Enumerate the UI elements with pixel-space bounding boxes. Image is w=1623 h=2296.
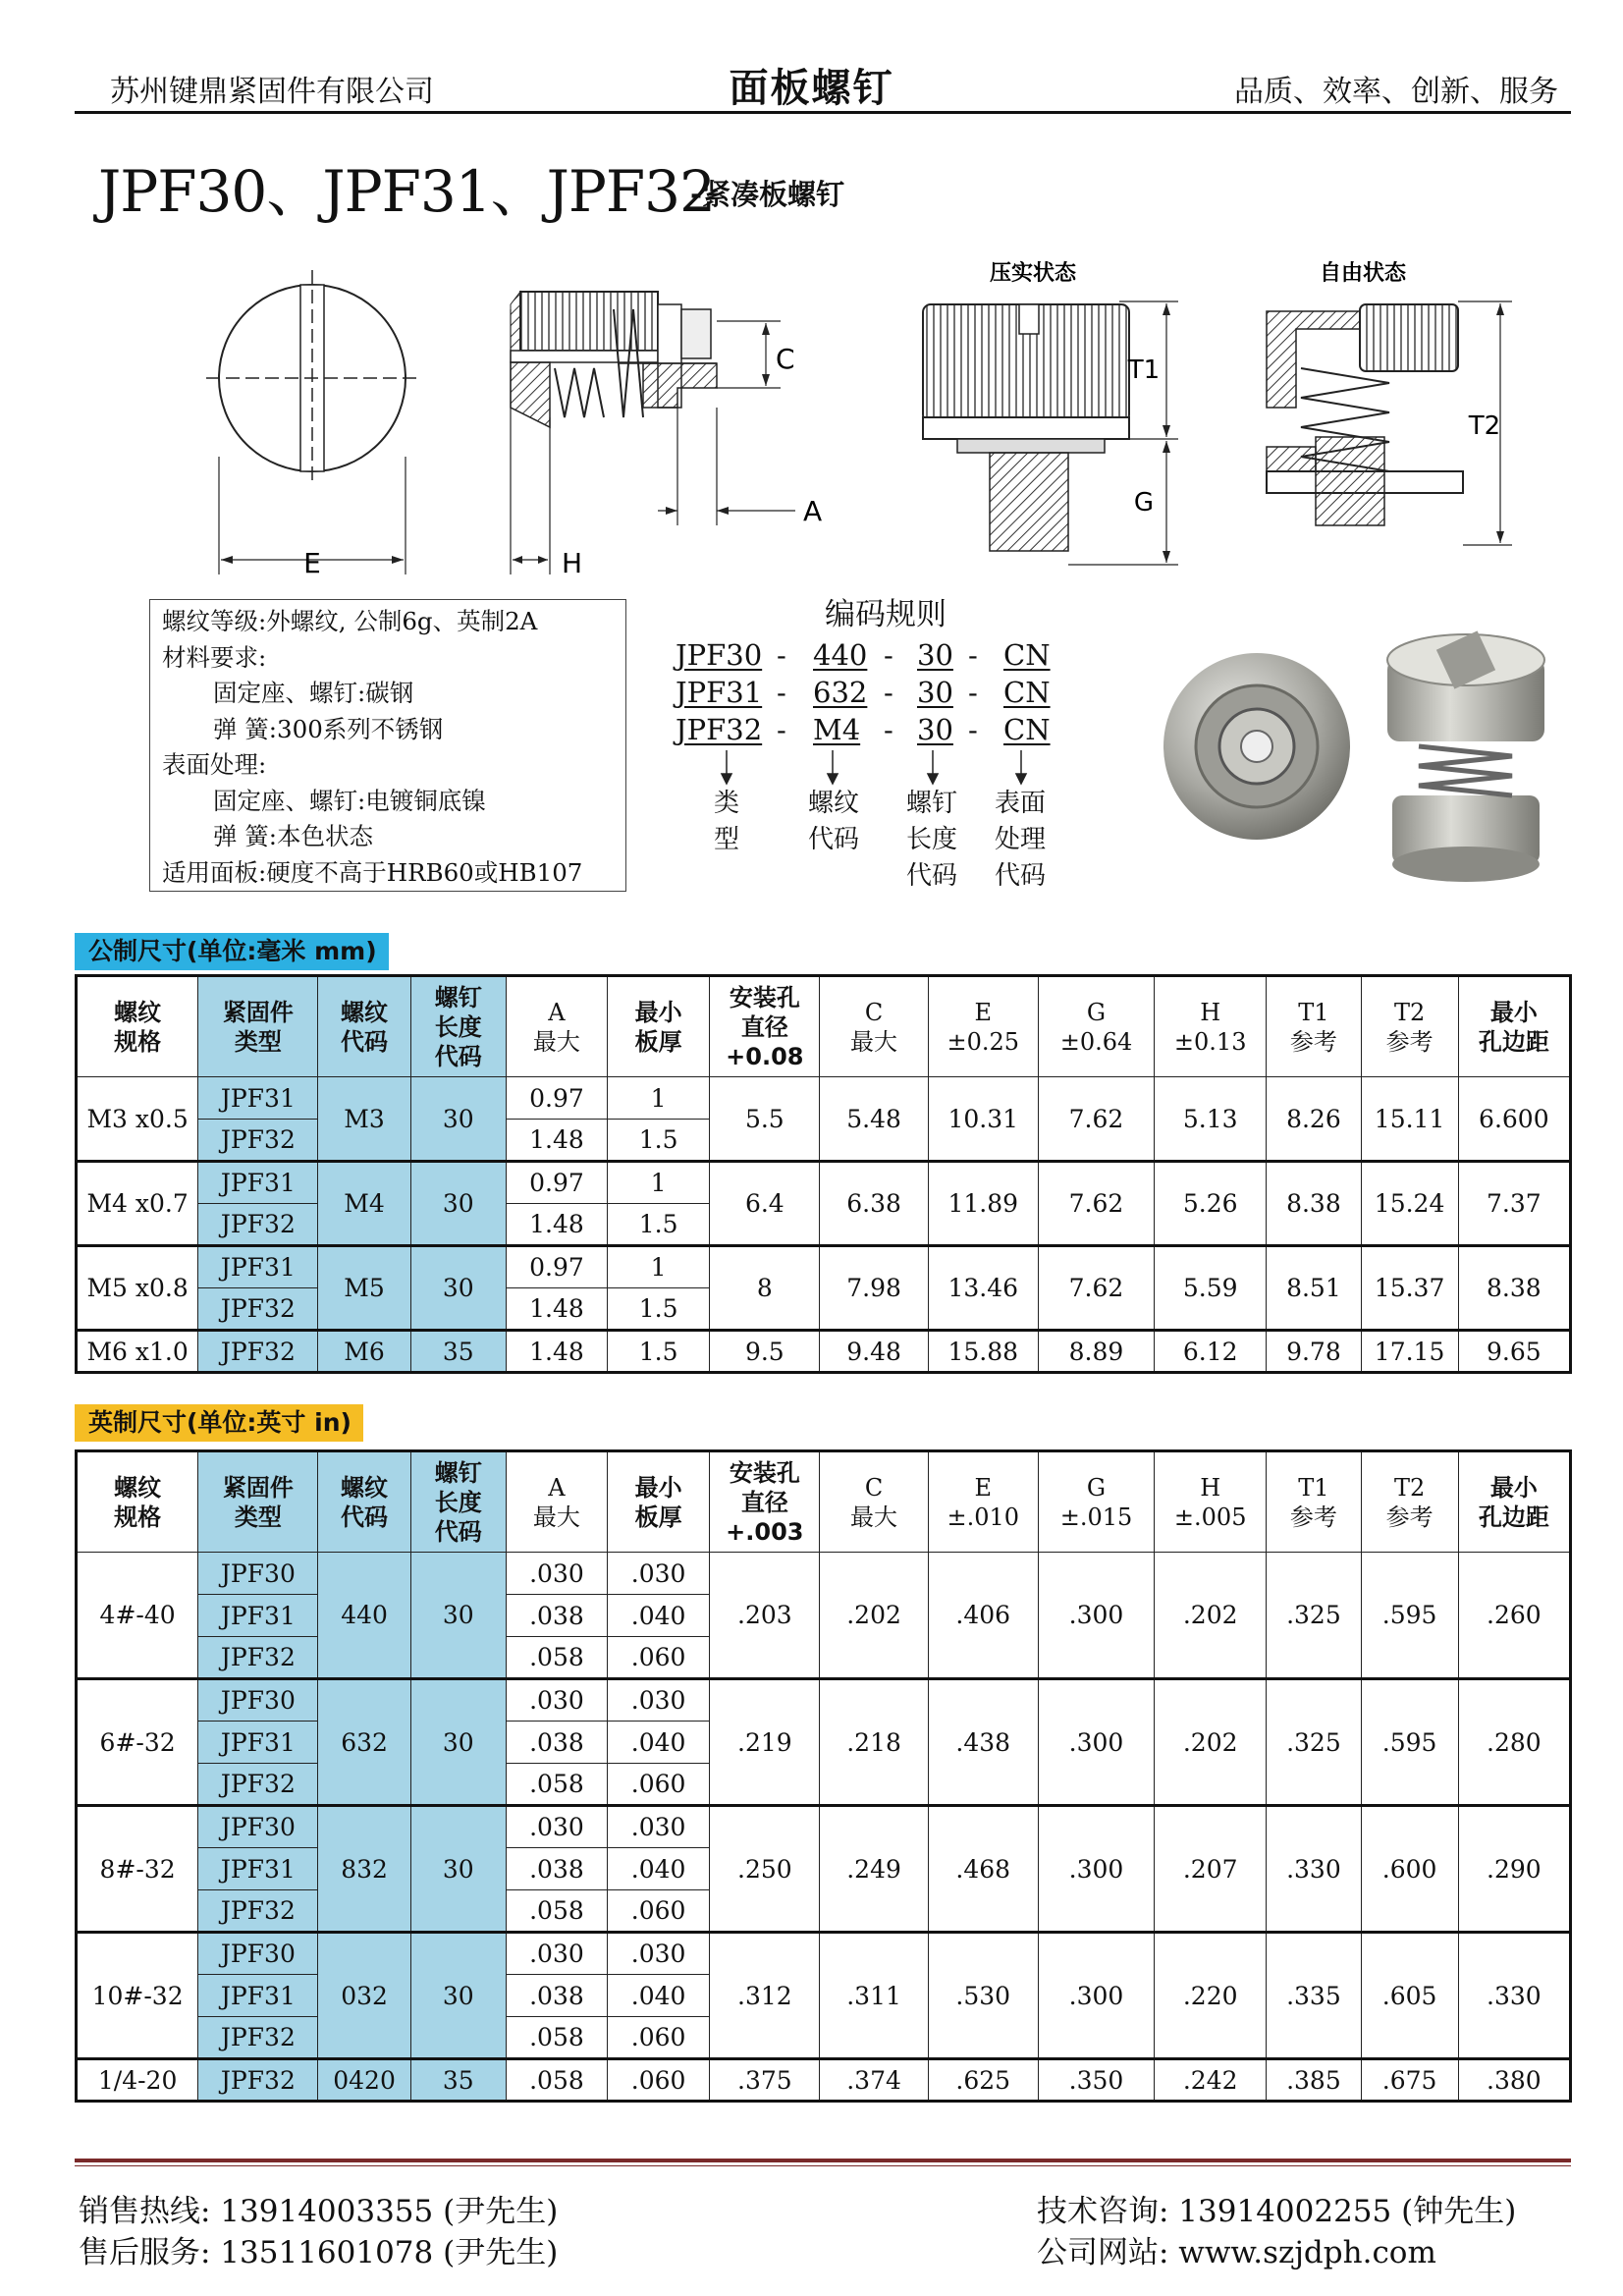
code-dash: - [884, 713, 893, 746]
min-panel-thickness-cell: .060 [608, 1890, 710, 1933]
dim-label-c: C [776, 343, 795, 375]
e-cell: 10.31 [928, 1077, 1038, 1162]
section-view-drawing [511, 292, 822, 579]
a-max-cell: .038 [506, 1848, 607, 1890]
fastener-type-cell: JPF31 [198, 1975, 318, 2017]
t2-cell: 15.11 [1361, 1077, 1458, 1162]
a-max-cell: .030 [506, 1679, 607, 1722]
length-code-cell: 30 [410, 1246, 506, 1331]
fastener-photo-left [1163, 653, 1350, 840]
a-max-cell: 0.97 [506, 1162, 607, 1204]
spec-finish-heading: 表面处理: [162, 750, 267, 779]
compressed-state-drawing [923, 261, 1178, 565]
length-code-cell: 30 [410, 1679, 506, 1806]
column-header: C 最大 [820, 1451, 928, 1553]
code-label-thread: 螺纹 代码 [807, 789, 859, 854]
spec-thread-grade: 螺纹等级:外螺纹, 公制6g、英制2A [162, 607, 538, 635]
min-panel-thickness-cell: .030 [608, 1553, 710, 1595]
page-title: JPF30、JPF31、JPF32 [98, 158, 715, 225]
fastener-type-cell: JPF31 [198, 1595, 318, 1637]
code-dash: - [968, 638, 978, 672]
hole-cell: .203 [710, 1553, 820, 1679]
column-header: T1 参考 [1267, 1451, 1361, 1553]
fastener-photo-right [1387, 630, 1544, 882]
edge-cell: .280 [1458, 1679, 1570, 1806]
g-cell: 7.62 [1038, 1246, 1154, 1331]
c-cell: 6.38 [820, 1162, 928, 1246]
code-thread: 632 [813, 676, 868, 709]
edge-cell: 6.600 [1458, 1077, 1570, 1162]
column-header: 紧固件 类型 [198, 976, 318, 1077]
column-header: 最小 板厚 [608, 976, 710, 1077]
fastener-type-cell: JPF31 [198, 1077, 318, 1120]
fastener-type-cell: JPF32 [198, 2059, 318, 2102]
table-row [77, 1162, 1571, 1204]
c-cell: .202 [820, 1553, 928, 1679]
thread-size-cell: 8#-32 [77, 1806, 198, 1933]
column-header: 螺纹 规格 [77, 1451, 198, 1553]
min-panel-thickness-cell: .060 [608, 2059, 710, 2102]
min-panel-thickness-cell: .030 [608, 1679, 710, 1722]
min-panel-thickness-cell: 1.5 [608, 1120, 710, 1162]
dim-label-h: H [562, 547, 583, 579]
fastener-type-cell: JPF30 [198, 1553, 318, 1595]
a-max-cell: .038 [506, 1975, 607, 2017]
fastener-type-cell: JPF32 [198, 1331, 318, 1373]
table-row [77, 2059, 1571, 2102]
thread-code-cell: 632 [318, 1679, 410, 1806]
table-row [77, 1331, 1571, 1373]
code-label-type: 类 型 [713, 789, 739, 854]
column-header: G ±.015 [1038, 1451, 1154, 1553]
column-header: 紧固件 类型 [198, 1451, 318, 1553]
t2-cell: 17.15 [1361, 1331, 1458, 1373]
table-row [77, 1806, 1571, 1848]
a-max-cell: 1.48 [506, 1204, 607, 1246]
t2-cell: .595 [1361, 1553, 1458, 1679]
code-thread: M4 [813, 713, 861, 746]
h-cell: .202 [1155, 1679, 1267, 1806]
table-row [77, 1679, 1571, 1722]
thread-size-cell: 6#-32 [77, 1679, 198, 1806]
company-slogan: 品质、效率、创新、服务 [1234, 75, 1558, 109]
column-header: 螺钉 长度 代码 [410, 976, 506, 1077]
t1-cell: 8.38 [1267, 1162, 1361, 1246]
edge-cell: 8.38 [1458, 1246, 1570, 1331]
spec-notes-box [149, 599, 626, 892]
c-cell: .249 [820, 1806, 928, 1933]
t1-cell: 8.26 [1267, 1077, 1361, 1162]
t1-cell: 9.78 [1267, 1331, 1361, 1373]
g-cell: .300 [1038, 1933, 1154, 2059]
t1-cell: 8.51 [1267, 1246, 1361, 1331]
spec-material-spring: 弹 簧:300系列不锈钢 [213, 714, 444, 743]
hole-cell: 9.5 [710, 1331, 820, 1373]
t2-cell: .605 [1361, 1933, 1458, 2059]
spec-finish-spring: 弹 簧:本色状态 [213, 822, 374, 850]
code-type: JPF32 [676, 713, 763, 746]
e-cell: .625 [928, 2059, 1038, 2102]
dim-label-a: A [803, 495, 823, 527]
code-type: JPF31 [676, 676, 763, 709]
thread-size-cell: 10#-32 [77, 1933, 198, 2059]
column-header: C 最大 [820, 976, 928, 1077]
min-panel-thickness-cell: .060 [608, 2017, 710, 2059]
min-panel-thickness-cell: .040 [608, 1975, 710, 2017]
e-cell: .438 [928, 1679, 1038, 1806]
fastener-type-cell: JPF32 [198, 1288, 318, 1331]
thread-size-cell: 4#-40 [77, 1553, 198, 1679]
a-max-cell: 0.97 [506, 1077, 607, 1120]
min-panel-thickness-cell: .040 [608, 1848, 710, 1890]
e-cell: 15.88 [928, 1331, 1038, 1373]
edge-cell: .380 [1458, 2059, 1570, 2102]
a-max-cell: 0.97 [506, 1246, 607, 1288]
fastener-type-cell: JPF32 [198, 1764, 318, 1806]
min-panel-thickness-cell: .060 [608, 1637, 710, 1679]
fastener-type-cell: JPF32 [198, 1120, 318, 1162]
a-max-cell: .058 [506, 2059, 607, 2102]
length-code-cell: 30 [410, 1553, 506, 1679]
h-cell: 6.12 [1155, 1331, 1267, 1373]
min-panel-thickness-cell: .040 [608, 1722, 710, 1764]
spec-panel-hardness: 适用面板:硬度不高于HRB60或HB107 [162, 857, 583, 887]
imperial-dimension-table [75, 1449, 1572, 2103]
hole-cell: 6.4 [710, 1162, 820, 1246]
t2-cell: .600 [1361, 1806, 1458, 1933]
h-cell: .220 [1155, 1933, 1267, 2059]
length-code-cell: 30 [410, 1806, 506, 1933]
length-code-cell: 30 [410, 1077, 506, 1162]
code-thread: 440 [813, 638, 868, 672]
min-panel-thickness-cell: 1.5 [608, 1288, 710, 1331]
code-dash: - [777, 638, 786, 672]
t2-cell: .675 [1361, 2059, 1458, 2102]
thread-size-cell: M4 x0.7 [77, 1162, 198, 1246]
min-panel-thickness-cell: .040 [608, 1595, 710, 1637]
hole-cell: .219 [710, 1679, 820, 1806]
column-header: T2 参考 [1361, 976, 1458, 1077]
h-cell: 5.59 [1155, 1246, 1267, 1331]
a-max-cell: .030 [506, 1553, 607, 1595]
code-length: 30 [917, 676, 953, 709]
min-panel-thickness-cell: 1.5 [608, 1204, 710, 1246]
column-header: H ±.005 [1155, 1451, 1267, 1553]
t2-cell: .595 [1361, 1679, 1458, 1806]
coding-rules-title: 编码规则 [825, 597, 947, 632]
technical-drawings [196, 250, 1571, 584]
column-header: E ±.010 [928, 1451, 1038, 1553]
min-panel-thickness-cell: 1.5 [608, 1331, 710, 1373]
column-header: 最小 孔边距 [1458, 976, 1570, 1077]
t1-cell: .325 [1267, 1679, 1361, 1806]
column-header: A 最大 [506, 976, 607, 1077]
c-cell: .374 [820, 2059, 928, 2102]
tech-support-hotline: 技术咨询: 13914002255 (钟先生) [1037, 2194, 1517, 2229]
table-row [77, 1077, 1571, 1120]
h-cell: .202 [1155, 1553, 1267, 1679]
code-dash: - [968, 676, 978, 709]
c-cell: 9.48 [820, 1331, 928, 1373]
table-row [77, 1553, 1571, 1595]
code-finish: CN [1003, 713, 1051, 746]
footer-divider [75, 2159, 1571, 2162]
column-header: G ±0.64 [1038, 976, 1154, 1077]
spec-material-base: 固定座、螺钉:碳钢 [213, 679, 414, 707]
t2-cell: 15.37 [1361, 1246, 1458, 1331]
fastener-type-cell: JPF31 [198, 1162, 318, 1204]
g-cell: .300 [1038, 1553, 1154, 1679]
spec-material-heading: 材料要求: [162, 642, 267, 672]
dim-label-e: E [303, 547, 321, 579]
a-max-cell: 1.48 [506, 1331, 607, 1373]
e-cell: .406 [928, 1553, 1038, 1679]
column-header: 螺纹 代码 [318, 1451, 410, 1553]
c-cell: .218 [820, 1679, 928, 1806]
min-panel-thickness-cell: 1 [608, 1246, 710, 1288]
min-panel-thickness-cell: 1 [608, 1162, 710, 1204]
edge-cell: 9.65 [1458, 1331, 1570, 1373]
length-code-cell: 30 [410, 1933, 506, 2059]
column-header: E ±0.25 [928, 976, 1038, 1077]
thread-code-cell: 832 [318, 1806, 410, 1933]
after-sales-hotline: 售后服务: 13511601078 (尹先生) [79, 2235, 559, 2270]
code-length: 30 [917, 638, 953, 672]
column-header: 安装孔 直径 +.003 [710, 1451, 820, 1553]
t2-cell: 15.24 [1361, 1162, 1458, 1246]
a-max-cell: 1.48 [506, 1288, 607, 1331]
code-finish: CN [1003, 676, 1051, 709]
a-max-cell: .030 [506, 1806, 607, 1848]
h-cell: .242 [1155, 2059, 1267, 2102]
column-header: T1 参考 [1267, 976, 1361, 1077]
a-max-cell: 1.48 [506, 1120, 607, 1162]
fastener-type-cell: JPF31 [198, 1722, 318, 1764]
fastener-type-cell: JPF30 [198, 1679, 318, 1722]
free-state-label: 自由状态 [1319, 261, 1407, 286]
fastener-type-cell: JPF32 [198, 1204, 318, 1246]
coding-arrows [676, 748, 1068, 788]
min-panel-thickness-cell: 1 [608, 1077, 710, 1120]
a-max-cell: .058 [506, 1637, 607, 1679]
length-code-cell: 35 [410, 2059, 506, 2102]
c-cell: .311 [820, 1933, 928, 2059]
thread-code-cell: M3 [318, 1077, 410, 1162]
hole-cell: 8 [710, 1246, 820, 1331]
spec-finish-base: 固定座、螺钉:电镀铜底镍 [213, 786, 486, 815]
footer-divider [75, 2165, 1571, 2166]
fastener-type-cell: JPF30 [198, 1933, 318, 1975]
min-panel-thickness-cell: .030 [608, 1806, 710, 1848]
fastener-type-cell: JPF31 [198, 1246, 318, 1288]
fastener-type-cell: JPF32 [198, 2017, 318, 2059]
length-code-cell: 30 [410, 1162, 506, 1246]
column-header: 螺纹 代码 [318, 976, 410, 1077]
thread-code-cell: 032 [318, 1933, 410, 2059]
e-cell: .530 [928, 1933, 1038, 2059]
a-max-cell: .058 [506, 1764, 607, 1806]
g-cell: .350 [1038, 2059, 1154, 2102]
c-cell: 5.48 [820, 1077, 928, 1162]
a-max-cell: .030 [506, 1933, 607, 1975]
thread-size-cell: 1/4-20 [77, 2059, 198, 2102]
imperial-table-label: 英制尺寸(单位:英寸 in) [75, 1404, 363, 1442]
t1-cell: .330 [1267, 1806, 1361, 1933]
fastener-type-cell: JPF30 [198, 1806, 318, 1848]
hole-cell: .375 [710, 2059, 820, 2102]
edge-cell: 7.37 [1458, 1162, 1570, 1246]
t1-cell: .325 [1267, 1553, 1361, 1679]
fastener-type-cell: JPF32 [198, 1637, 318, 1679]
compressed-state-label: 压实状态 [989, 261, 1077, 286]
column-header: 安装孔 直径 +0.08 [710, 976, 820, 1077]
code-label-length: 螺钉 长度 代码 [905, 789, 957, 891]
length-code-cell: 35 [410, 1331, 506, 1373]
page-subtitle: -紧凑板螺钉 [690, 178, 845, 211]
free-state-drawing [1267, 261, 1512, 545]
sales-hotline: 销售热线: 13914003355 (尹先生) [79, 2194, 559, 2229]
g-cell: 7.62 [1038, 1162, 1154, 1246]
a-max-cell: .058 [506, 1890, 607, 1933]
company-name: 苏州键鼎紧固件有限公司 [110, 75, 434, 109]
code-length: 30 [917, 713, 953, 746]
hole-cell: .250 [710, 1806, 820, 1933]
a-max-cell: .058 [506, 2017, 607, 2059]
thread-code-cell: 440 [318, 1553, 410, 1679]
edge-cell: .260 [1458, 1553, 1570, 1679]
g-cell: 8.89 [1038, 1331, 1154, 1373]
top-view-drawing [206, 270, 420, 579]
code-dash: - [884, 638, 893, 672]
e-cell: 13.46 [928, 1246, 1038, 1331]
code-dash: - [777, 676, 786, 709]
h-cell: .207 [1155, 1806, 1267, 1933]
column-header: 最小 板厚 [608, 1451, 710, 1553]
g-cell: .300 [1038, 1679, 1154, 1806]
dim-label-t2: T2 [1468, 411, 1501, 441]
t1-cell: .335 [1267, 1933, 1361, 2059]
column-header: A 最大 [506, 1451, 607, 1553]
code-dash: - [777, 713, 786, 746]
code-finish: CN [1003, 638, 1051, 672]
hole-cell: .312 [710, 1933, 820, 2059]
code-type: JPF30 [676, 638, 763, 672]
a-max-cell: .038 [506, 1595, 607, 1637]
dim-label-g: G [1133, 488, 1155, 518]
column-header: 最小 孔边距 [1458, 1451, 1570, 1553]
e-cell: 11.89 [928, 1162, 1038, 1246]
dim-label-t1: T1 [1127, 355, 1161, 385]
thread-size-cell: M5 x0.8 [77, 1246, 198, 1331]
code-dash: - [884, 676, 893, 709]
thread-code-cell: 0420 [318, 2059, 410, 2102]
h-cell: 5.26 [1155, 1162, 1267, 1246]
fastener-type-cell: JPF31 [198, 1848, 318, 1890]
thread-size-cell: M6 x1.0 [77, 1331, 198, 1373]
hole-cell: 5.5 [710, 1077, 820, 1162]
min-panel-thickness-cell: .030 [608, 1933, 710, 1975]
metric-dimension-table [75, 974, 1572, 1374]
t1-cell: .385 [1267, 2059, 1361, 2102]
thread-code-cell: M6 [318, 1331, 410, 1373]
e-cell: .468 [928, 1806, 1038, 1933]
g-cell: 7.62 [1038, 1077, 1154, 1162]
thread-code-cell: M4 [318, 1162, 410, 1246]
h-cell: 5.13 [1155, 1077, 1267, 1162]
fastener-type-cell: JPF32 [198, 1890, 318, 1933]
c-cell: 7.98 [820, 1246, 928, 1331]
column-header: 螺纹 规格 [77, 976, 198, 1077]
product-photo [1149, 629, 1561, 884]
g-cell: .300 [1038, 1806, 1154, 1933]
min-panel-thickness-cell: .060 [608, 1764, 710, 1806]
thread-code-cell: M5 [318, 1246, 410, 1331]
company-website[interactable]: 公司网站: www.szjdph.com [1037, 2235, 1436, 2270]
header-divider [75, 111, 1571, 114]
column-header: H ±0.13 [1155, 976, 1267, 1077]
thread-size-cell: M3 x0.5 [77, 1077, 198, 1162]
table-row [77, 1933, 1571, 1975]
code-label-finish: 表面 处理 代码 [994, 789, 1046, 891]
a-max-cell: .038 [506, 1722, 607, 1764]
edge-cell: .290 [1458, 1806, 1570, 1933]
column-header: T2 参考 [1361, 1451, 1458, 1553]
code-dash: - [968, 713, 978, 746]
table-row [77, 1246, 1571, 1288]
edge-cell: .330 [1458, 1933, 1570, 2059]
column-header: 螺钉 长度 代码 [410, 1451, 506, 1553]
page-category: 面板螺钉 [729, 66, 894, 111]
metric-table-label: 公制尺寸(单位:毫米 mm) [75, 933, 389, 970]
